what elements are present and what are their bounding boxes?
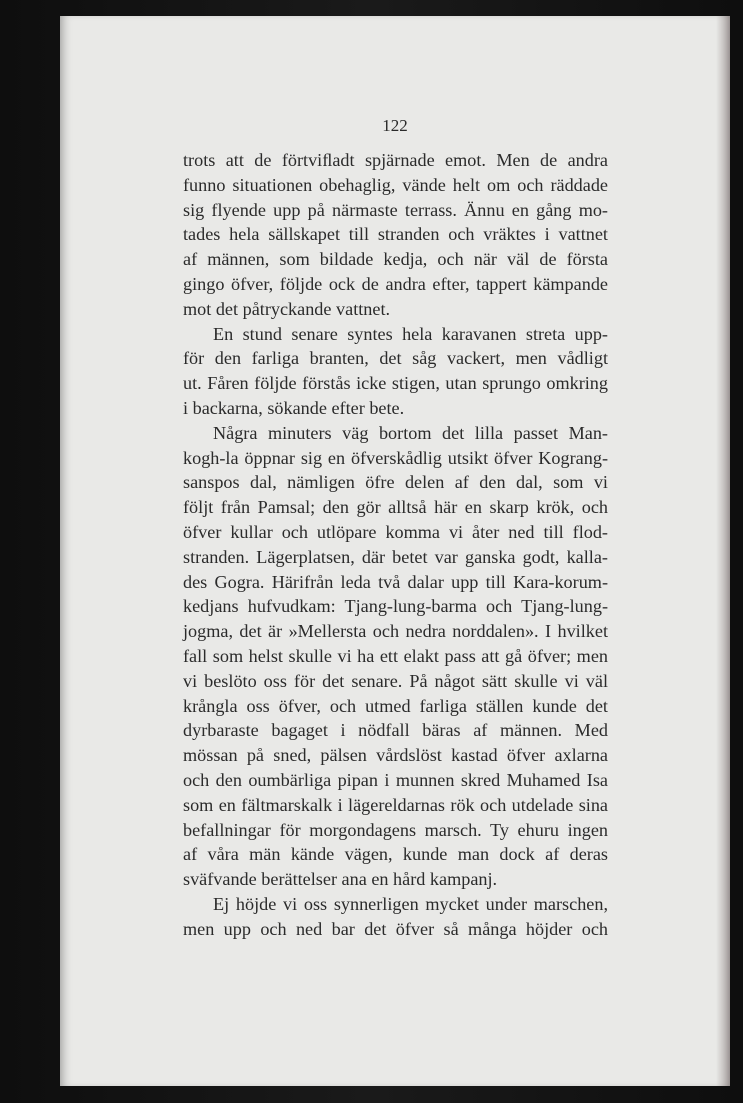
text-line: befallningar för morgondagens marsch. Ty ehuru ingen	[183, 819, 608, 840]
text-line: följt från Pamsal; den gör alltså här en skarp krök, och	[183, 497, 608, 518]
text-line: sanspos dal, nämligen öfre delen af den dal, som vi	[183, 472, 608, 493]
text-line: af männen, som bildade kedja, och när väl de första	[183, 249, 608, 270]
text-line: jogma, det är »Mellersta och nedra norddalen». I hvilket	[183, 621, 608, 642]
text-line: En stund senare syntes hela karavanen streta upp-	[213, 323, 608, 344]
text-line: sig flyende upp på närmaste terrass. Ännu en gång mo-	[183, 199, 608, 220]
page-edge-shadow	[716, 16, 730, 1086]
text-line: dyrbaraste bagaget i nödfall bäras af männen. Med	[183, 720, 608, 741]
text-line: mössan på sned, pälsen vårdslöst kastad öfver axlarna	[183, 745, 608, 766]
text-line: krångla oss öfver, och utmed farliga ställen kunde det	[183, 695, 608, 716]
text-line: Ej höjde vi oss synnerligen mycket under marschen,	[213, 893, 608, 914]
text-line: stranden. Lägerplatsen, där betet var ganska godt, kalla-	[183, 546, 608, 567]
text-line: och den oumbärliga pipan i munnen skred Muhamed Isa	[183, 769, 608, 790]
text-line: mot det påtryckande vattnet.	[183, 298, 391, 319]
text-line: som en fältmarskalk i lägereldarnas rök och utdelade sina	[183, 794, 608, 815]
text-line: funno situationen obehaglig, vände helt om och räddade	[183, 174, 608, 195]
text-line: kogh-la öppnar sig en öfverskådlig utsikt öfver Kograng-	[183, 447, 608, 468]
text-line: i backarna, sökande efter bete.	[183, 397, 405, 418]
text-line: fall som helst skulle vi ha ett elakt pass att gå öfver; men	[183, 645, 608, 666]
text-line: af våra män kände vägen, kunde man dock af deras	[183, 844, 608, 865]
text-line: des Gogra. Härifrån leda två dalar upp till Kara-korum-	[183, 571, 608, 592]
text-line: öfver kullar och utlöpare komma vi åter ned till flod-	[183, 521, 608, 542]
text-line: tades hela sällskapet till stranden och vräktes i vattnet	[183, 224, 608, 245]
text-line: för den farliga branten, det såg vackert, men vådligt	[183, 348, 608, 369]
text-line: trots att de förtviﬂadt spjärnade emot. Men de andra	[183, 150, 608, 170]
text-line: vi beslöto oss för det senare. På något sätt skulle vi väl	[183, 670, 608, 691]
text-line: men upp och ned bar det öfver så många höjder och	[183, 918, 608, 939]
body-text	[183, 148, 608, 942]
text-line: ut. Fåren följde förstås icke stigen, utan sprungo omkring	[183, 373, 608, 394]
text-line: sväfvande berättelser ana en hård kampanj.	[183, 869, 498, 890]
text-line: gingo öfver, följde ock de andra efter, tappert kämpande	[183, 273, 608, 294]
page-number: 122	[382, 116, 408, 135]
text-line: kedjans hufvudkam: Tjang-lung-barma och Tjang-lung-	[183, 596, 608, 617]
text-line: Några minuters väg bortom det lilla passet Man-	[213, 422, 608, 443]
